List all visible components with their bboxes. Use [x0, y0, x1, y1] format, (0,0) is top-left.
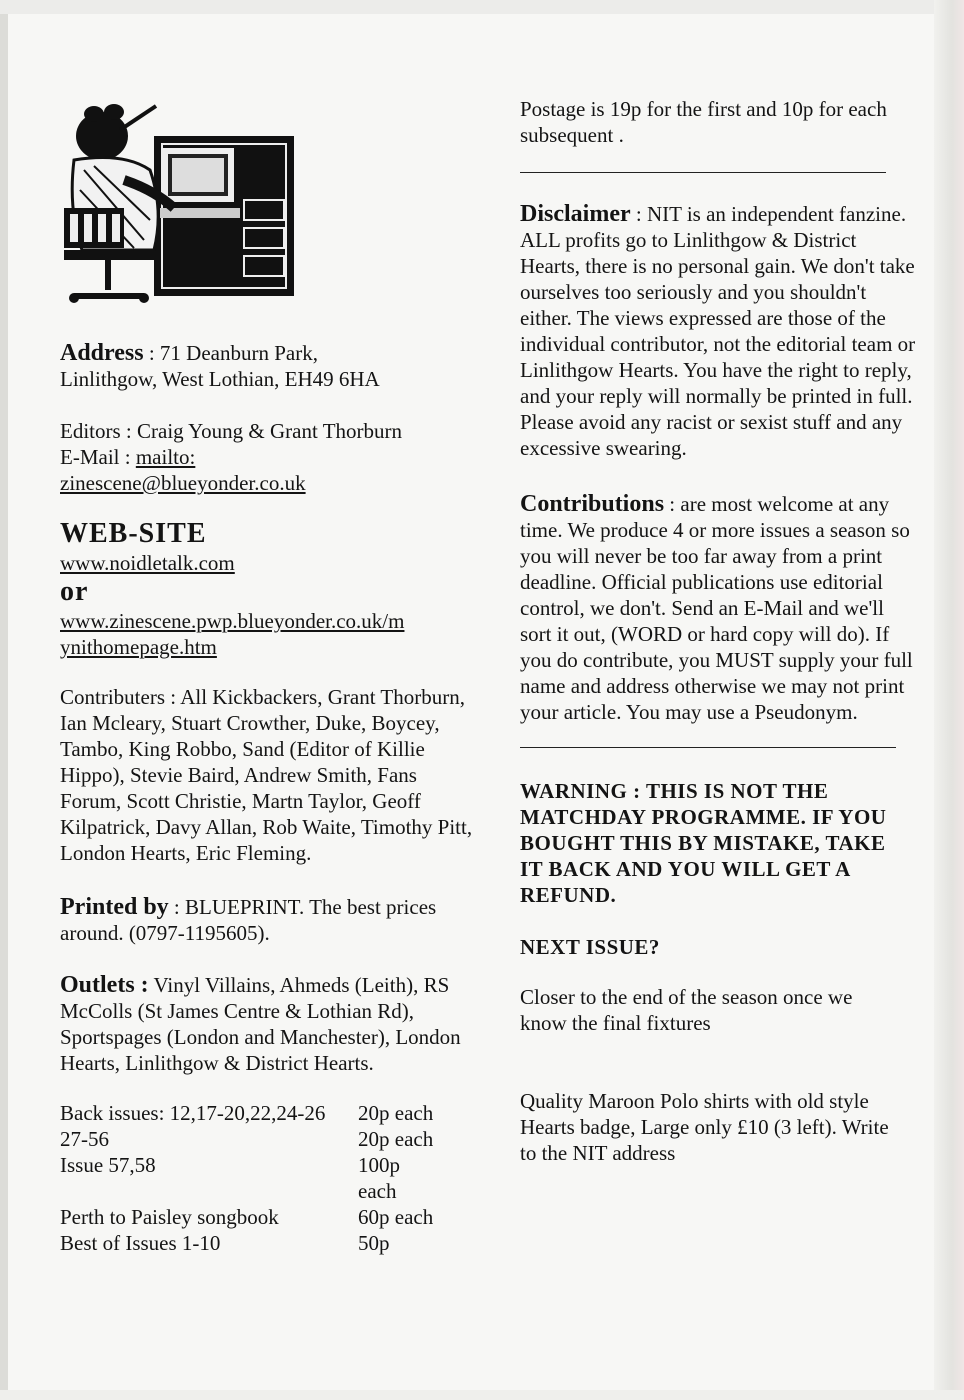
contributions-text: : are most welcome at any time. We produce 4 or more issues a season so you will never be too far away from a print deadline. Official publications use editorial control, we don't. Send an E-Mail and we'll sort it out, (WORD or hard copy will do). If you do contribute, you MUST supply your full name and address otherwise we may not print your article. You may use a Pseudonym.	[520, 492, 913, 724]
contributors-block: Contributers : All Kickbackers, Grant Thorburn, Ian Mcleary, Stuart Crowther, Duke, Boycey, Tambo, King Robbo, Sand (Editor of Killie Hippo), Stevie Baird, Andrew Smith, Fans Forum, Scott Christie, Martn Taylor, Geoff Kilpatrick, Davy Allan, Rob Waite, Timothy Pitt, London Hearts, Eric Fleming.	[60, 685, 473, 865]
website-link-1[interactable]: www.noidletalk.com	[60, 551, 235, 575]
contributions-label: Contributions	[520, 491, 665, 517]
email-prefix: E-Mail :	[60, 445, 136, 469]
address-block	[60, 340, 480, 392]
price-value: 20p each	[358, 1127, 434, 1151]
contributions-block	[520, 491, 920, 725]
contributors-text: All Kickbackers, Grant Thorburn, Ian Mcleary, Stuart Crowther, Duke, Boycey, Tambo, King Robbo, Sand (Editor of Killie Hippo), Stevie Baird, Andrew Smith, Fans Forum, Scott Christie, Martn Taylor, Geoff Kilpatrick, Davy Allan, Rob Waite, Timothy Pitt, London Hearts, Eric Fleming.	[60, 685, 473, 865]
editors-line: Editors : Craig Young & Grant Thorburn	[60, 419, 403, 443]
page-bottom-edge	[0, 1390, 964, 1400]
price-value: 60p each	[358, 1205, 434, 1229]
email-line	[60, 444, 480, 470]
or-text: or	[60, 576, 89, 607]
left-column	[60, 100, 480, 1256]
address-line1: : 71 Deanburn Park,	[143, 341, 318, 365]
price-value: 100p each	[358, 1153, 400, 1203]
address-label: Address	[60, 340, 144, 366]
price-value: 50p	[358, 1231, 390, 1255]
email-link-mailto[interactable]: mailto:	[135, 445, 196, 469]
printed-block	[60, 894, 480, 946]
price-value: 20p each	[358, 1101, 434, 1125]
price-item: Issue 57,58	[60, 1153, 156, 1177]
price-list	[60, 1100, 480, 1256]
website-link-2a[interactable]: www.zinescene.pwp.blueyonder.co.uk/m	[60, 609, 405, 633]
printed-text: : BLUEPRINT. The best prices around. (0797-1195605).	[60, 895, 437, 945]
price-item: Perth to Paisley songbook	[60, 1205, 279, 1229]
website-heading: WEB-SITE	[60, 518, 207, 549]
price-row	[60, 1126, 438, 1152]
website-link-2b[interactable]: ynithomepage.htm	[60, 635, 217, 659]
price-item: 27-56	[60, 1127, 109, 1151]
page-top-edge	[0, 0, 964, 14]
page-right-edge	[934, 0, 964, 1400]
disclaimer-text: : NIT is an independent fanzine. ALL profits go to Linlithgow & District Hearts, there is no personal gain. We don't take ourselves too seriously and you shouldn't either. The views expressed are those of the individual contributor, not the editorial team or Linlithgow Hearts. You have the right to reply, and your reply will normally be printed in full. Please avoid any racist or sexist stuff and any excessive swearing.	[520, 202, 916, 460]
next-issue-text: Closer to the end of the season once we know the final fixtures	[520, 985, 853, 1035]
postage-text: Postage is 19p for the first and 10p for each subsequent .	[520, 97, 887, 147]
polo-shirt-offer: Quality Maroon Polo shirts with old style Hearts badge, Large only £10 (3 left). Write to the NIT address	[520, 1089, 889, 1165]
price-item: Best of Issues 1-10	[60, 1231, 221, 1255]
contributors-label: Contributers	[60, 685, 165, 709]
price-item: Back issues: 12,17-20,22,24-26	[60, 1101, 326, 1125]
next-issue-heading: NEXT ISSUE?	[520, 935, 660, 959]
disclaimer-block	[520, 201, 920, 461]
email-link-address[interactable]: zinescene@blueyonder.co.uk	[60, 471, 306, 495]
right-column	[520, 96, 920, 1166]
price-row	[60, 1100, 438, 1126]
outlets-block	[60, 972, 480, 1076]
page-left-edge	[0, 0, 8, 1400]
price-row	[60, 1204, 438, 1230]
price-row	[60, 1230, 438, 1256]
address-line2: Linlithgow, West Lothian, EH49 6HA	[60, 367, 380, 391]
disclaimer-label: Disclaimer	[520, 201, 631, 227]
printed-label: Printed by	[60, 894, 169, 920]
outlets-label: Outlets :	[60, 972, 149, 998]
warning-text: WARNING : THIS IS NOT THE MATCHDAY PROGRAMME. IF YOU BOUGHT THIS BY MISTAKE, TAKE IT BACK AND YOU WILL GET A REFUND.	[520, 779, 887, 907]
price-row	[60, 1152, 438, 1204]
outlets-text: Vinyl Villains, Ahmeds (Leith), RS McColls (St James Centre & Lothian Rd), Sportspages (London and Manchester), London Hearts, Linlithgow & District Hearts.	[60, 973, 461, 1075]
